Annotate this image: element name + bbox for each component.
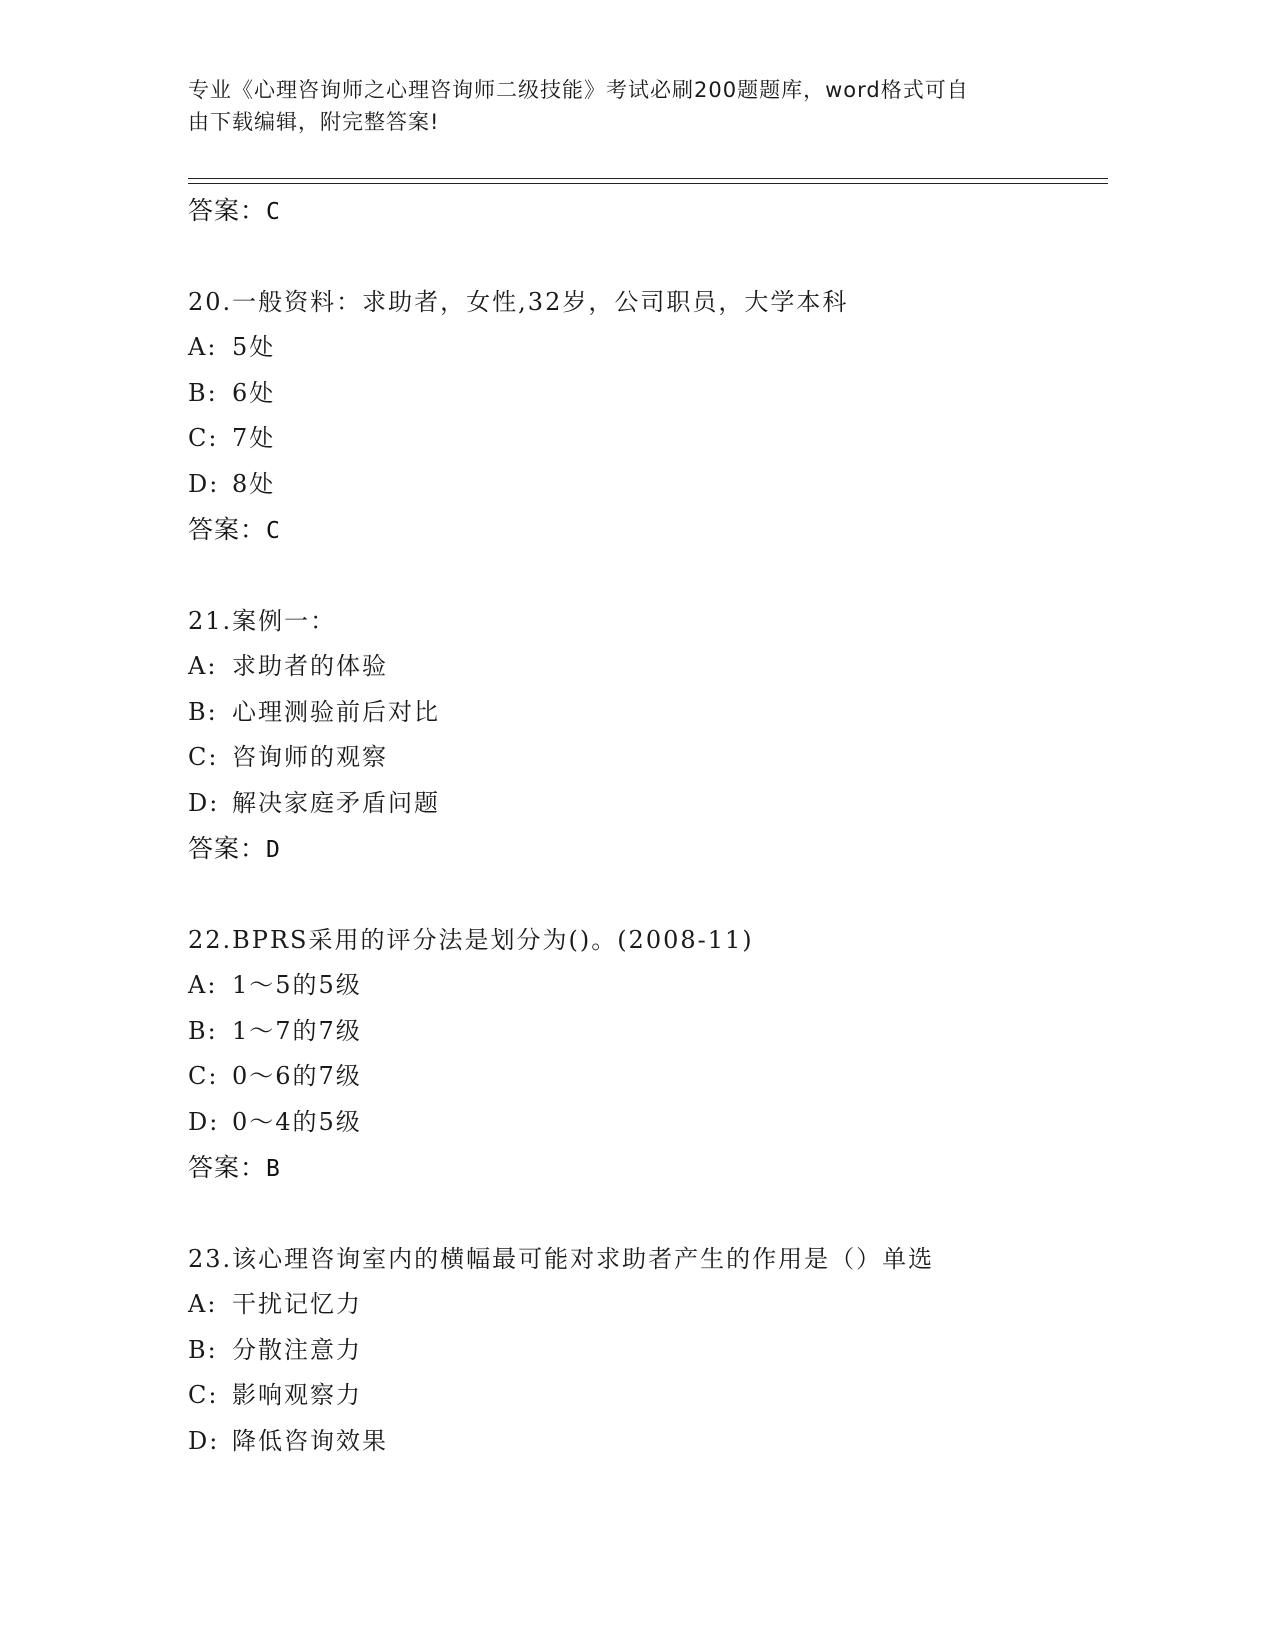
option-letter: B: [188, 378, 218, 407]
answer-label: 答案： [188, 196, 267, 225]
option-d [188, 781, 1088, 827]
spacer [188, 233, 1088, 280]
option-b [188, 1009, 1088, 1055]
question-text: 21.案例一： [188, 607, 337, 635]
option-letter: B: [188, 1335, 218, 1364]
option-c [188, 416, 1088, 462]
question-block [188, 1237, 1088, 1464]
option-a [188, 325, 1088, 371]
document-header [188, 74, 1088, 138]
answer-line [188, 1145, 1088, 1190]
answer-line [188, 507, 1088, 552]
option-letter: C: [188, 424, 219, 452]
option-d [188, 1419, 1088, 1465]
question-block [188, 599, 1088, 871]
option-text: 影响观察力 [232, 1381, 362, 1409]
answer-line [188, 188, 1088, 233]
spacer [188, 871, 1088, 918]
option-c [188, 1373, 1088, 1419]
question-text: 22.BPRS采用的评分法是划分为()。(2008-11) [188, 926, 754, 954]
option-text: 6处 [232, 378, 276, 407]
option-letter: D: [188, 788, 220, 817]
answer-label: 答案： [188, 515, 267, 544]
option-text: 干扰记忆力 [232, 1290, 362, 1318]
option-a [188, 644, 1088, 690]
option-letter: D: [188, 1107, 220, 1136]
option-b [188, 1328, 1088, 1374]
option-a [188, 963, 1088, 1009]
answer-label: 答案： [188, 1153, 267, 1182]
spacer [188, 552, 1088, 599]
answer-value: D [266, 837, 281, 863]
option-text: 8处 [232, 469, 276, 498]
option-letter: A: [188, 971, 218, 999]
option-c [188, 1054, 1088, 1100]
option-text: 7处 [232, 424, 276, 452]
question-block [188, 918, 1088, 1190]
option-d [188, 1100, 1088, 1146]
option-letter: A: [188, 652, 218, 680]
option-b [188, 690, 1088, 736]
option-b [188, 371, 1088, 417]
answer-value: B [266, 1156, 281, 1182]
option-letter: D: [188, 469, 220, 498]
option-letter: B: [188, 697, 218, 726]
question-block [188, 280, 1088, 552]
option-letter: C: [188, 743, 219, 771]
option-text: 解决家庭矛盾问题 [232, 788, 440, 817]
header-divider-bottom [188, 183, 1108, 184]
option-letter: A: [188, 333, 218, 361]
option-text: 0～4的5级 [232, 1107, 362, 1136]
option-c [188, 735, 1088, 781]
option-letter: C: [188, 1381, 219, 1409]
option-text: 求助者的体验 [232, 652, 388, 680]
header-divider-top [188, 178, 1108, 179]
answer-value: C [266, 199, 281, 225]
option-text: 5处 [232, 333, 276, 361]
question-text: 23.该心理咨询室内的横幅最可能对求助者产生的作用是（）单选 [188, 1245, 935, 1273]
option-a [188, 1282, 1088, 1328]
option-text: 0～6的7级 [232, 1062, 362, 1090]
spacer [188, 1190, 1088, 1237]
option-text: 咨询师的观察 [232, 743, 388, 771]
question-text: 20.一般资料：求助者，女性,32岁，公司职员，大学本科 [188, 288, 849, 316]
option-letter: C: [188, 1062, 219, 1090]
header-line-1: 专业《心理咨询师之心理咨询师二级技能》考试必刷200题题库，word格式可自 [188, 78, 969, 102]
option-letter: B: [188, 1016, 218, 1045]
document-body [188, 188, 1088, 1464]
option-text: 分散注意力 [232, 1335, 362, 1364]
header-line-2: 由下载编辑，附完整答案! [188, 110, 440, 134]
option-text: 心理测验前后对比 [232, 697, 440, 726]
answer-value: C [266, 518, 281, 544]
answer-label: 答案： [188, 834, 267, 863]
option-letter: D: [188, 1426, 220, 1455]
option-text: 1～7的7级 [232, 1016, 362, 1045]
option-text: 1～5的5级 [232, 971, 362, 999]
option-d [188, 462, 1088, 508]
option-letter: A: [188, 1290, 218, 1318]
answer-line [188, 826, 1088, 871]
option-text: 降低咨询效果 [232, 1426, 388, 1455]
